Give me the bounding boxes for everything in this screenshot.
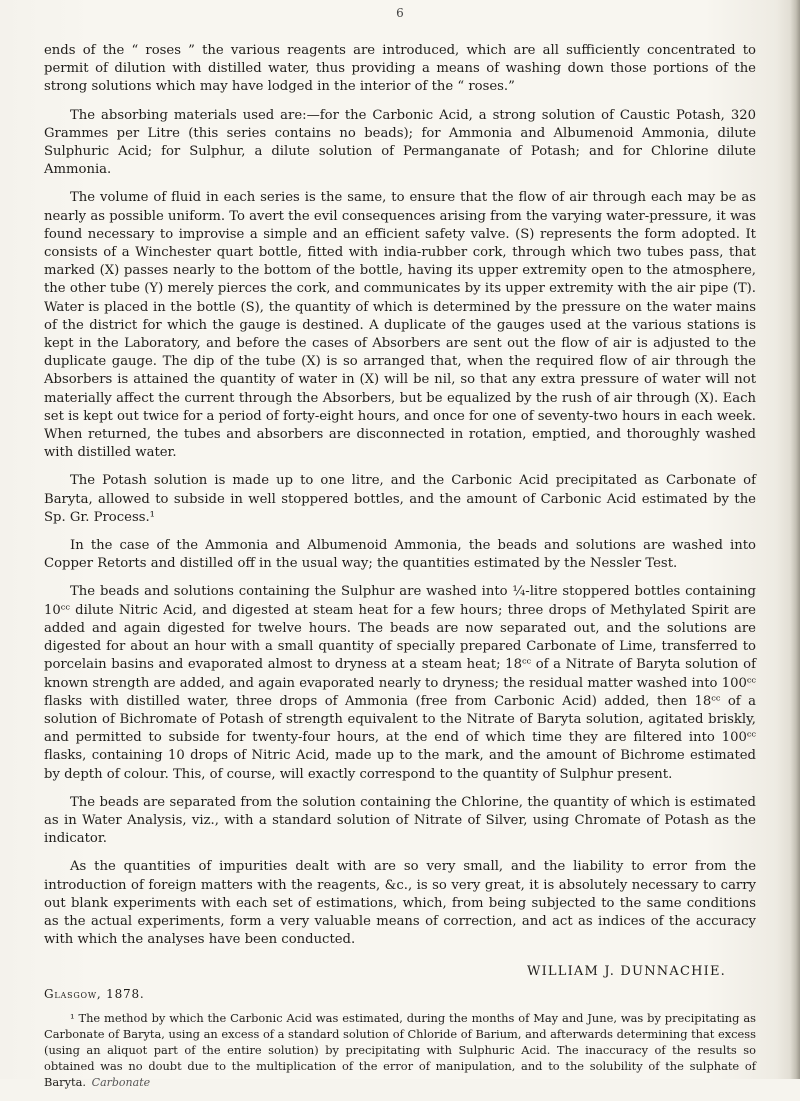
place-date: Glasgow, 1878. [44,987,145,1002]
paragraph-5: In the case of the Ammonia and Albumenoid Ammonia, the beads and solutions are washed into Copper Retorts and distilled off in the usual way; the quantities estimated by the Nessler Test. [44,538,756,572]
body-text [44,42,756,1101]
paragraph-2: The absorbing materials used are:—for the Carbonic Acid, a strong solution of Caustic Potash, 320 Grammes per Litre (this series contains no beads); for Ammonia and Albumenoid Ammonia, dilute Sulphuric Acid; for Sulphur, a dilute solution of Permanganate of Potash; and for Chlorine dilute Ammonia. [44,107,756,178]
paragraph-1: ends of the “ roses ” the various reagents are introduced, which are all sufficiently concentrated to permit of dilution with distilled water, thus providing a means of washing down those portions of the strong solutions which may have lodged in the interior of the “ roses.” [44,43,756,95]
author-signature: WILLIAM J. DUNNACHIE. [527,964,726,980]
page-edge-shadow [790,0,800,1079]
footnote-text: ¹ The method by which the Carbonic Acid was estimated, during the months of May and June, was by precipitating as Carbonate of Baryta, using an excess of a standard solution of Chloride of Barium, and afterwards determining that excess (using an aliquot part of the entire solution) by precipitating with Sulphuric Acid. The inaccuracy of the results so obtained was no doubt due to the multiplication of the error of manipulation, and to the solubility of the sulphate of Baryta. [44,1011,756,1090]
signature-block [44,963,756,1003]
page-number: 6 [396,6,404,20]
paragraph-7: The beads are separated from the solution containing the Chlorine, the quantity of which is estimated as in Water Analysis, viz., with a standard solution of Nitrate of Silver, using Chromate of Potash as the indicator. [44,794,756,847]
handwritten-annotation: Carbonate [91,1076,151,1090]
paragraph-3: The volume of fluid in each series is the same, to ensure that the flow of air through each may be as nearly as possible uniform. To avert the evil consequences arising from the varying water-pressure, it was found necessary to improvise a simple and an efficient safety valve. (S) represents the form adopted. It consists of a Winchester quart bottle, fitted with india-rubber cork, through which two tubes pass, that marked (X) passes nearly to the bottom of the bottle, having its upper extremity open to the atmosphere, the other tube (Y) merely pierces the cork, and communicates by its upper extremity with the air pipe (T). Water is placed in the bottle (S), the quantity of which is determined by the pressure on the water mains of the district for which the gauge is destined. A duplicate of the gauges used at the various stations is kept in the Laboratory, and before the cases of Absorbers are sent out the flow of air is adjusted to the duplicate gauge. The dip of the tube (X) is so arranged that, when the required flow of air through the Absorbers is attained the quantity of water in (X) will be nil, so that any extra pressure of water will not materially affect the current through the Absorbers, but be equalized by the rush of air through (X). Each set is kept out twice for a period of forty-eight hours, and once for one of seventy-two hours in each week. When returned, the tubes and absorbers are disconnected in rotation, emptied, and thoroughly washed with distilled water. [44,190,756,461]
footnote [44,1010,756,1091]
paragraph-8: As the quantities of impurities dealt with are so very small, and the liability to error from the introduction of foreign matters with the reagents, &c., is so very great, it is absolutely necessary to carry out blank experiments with each set of estimations, which, from being subjected to the same conditions as the actual experiments, form a very valuable means of correction, and act as indices of the accuracy with which the analyses have been conducted. [44,859,756,948]
paragraph-4: The Potash solution is made up to one litre, and the Carbonic Acid precipitated as Carbonate of Baryta, allowed to subside in well stoppered bottles, and the amount of Carbonic Acid estimated by the Sp. Gr. Process.¹ [44,473,756,525]
paragraph-6: The beads and solutions containing the Sulphur are washed into ¼-litre stoppered bottles containing 10ᶜᶜ dilute Nitric Acid, and digested at steam heat for a few hours; three drops of Methylated Spirit are added and again digested for twelve hours. The beads are now separated out, and the solutions are digested for about an hour with a small quantity of specially prepared Carbonate of Lime, transferred to porcelain basins and evaporated almost to dryness at a steam heat; 18ᶜᶜ of a Nitrate of Baryta solution of known strength are added, and again evaporated nearly to dryness; the residual matter washed into 100ᶜᶜ flasks with distilled water, three drops of Ammonia (free from Carbonic Acid) added, then 18ᶜᶜ of a solution of Bichromate of Potash of strength equivalent to the Nitrate of Baryta solution, agitated briskly, and permitted to subside for twenty-four hours, at the end of which time they are filtered into 100ᶜᶜ flasks, containing 10 drops of Nitric Acid, made up to the mark, and the amount of Bichrome estimated by depth of colour. This, of course, will exactly correspond to the quantity of Sulphur present. [44,584,756,782]
